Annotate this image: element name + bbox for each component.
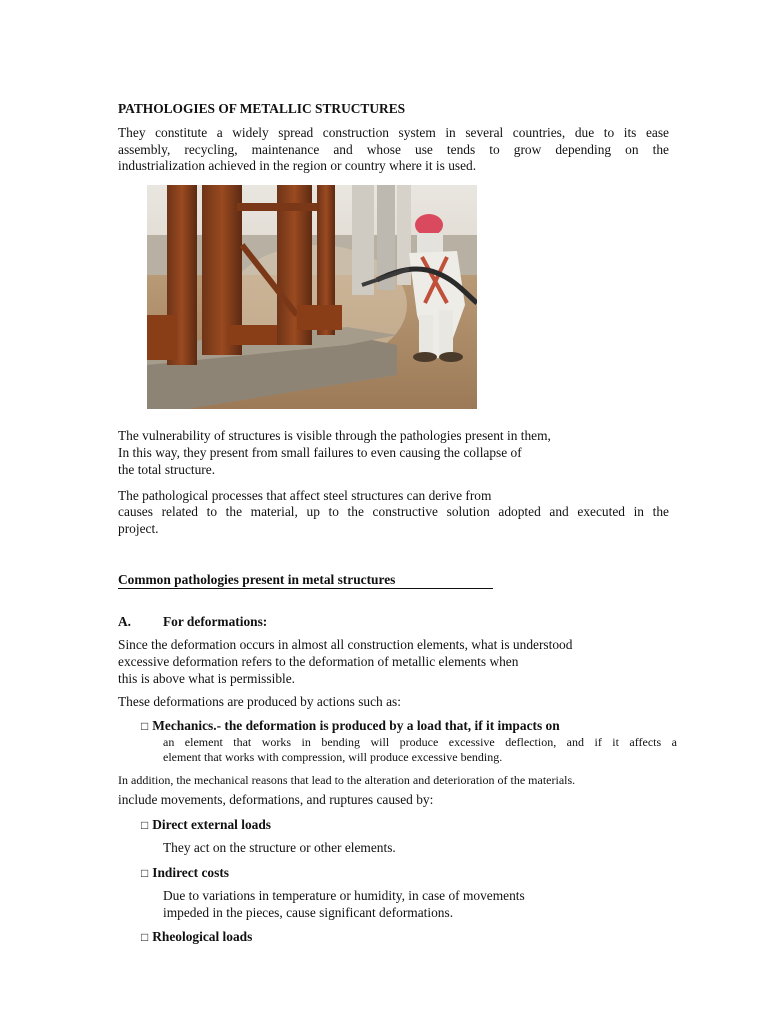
- processes-line: causes related to the material, up to the constructive solution adopted and executed in the: [118, 504, 669, 519]
- checkbox-bullet-icon: □: [141, 818, 149, 832]
- photo-sandblasting-worker: [147, 185, 477, 409]
- intro-line: industrialization achieved in the region or country where it is used.: [118, 158, 477, 173]
- mechanics-bullet-item: [141, 717, 560, 735]
- mechanics-line: element that works with compression, will produce excessive bending.: [163, 750, 503, 764]
- subsection-letter: A.: [118, 614, 132, 629]
- processes-line: project.: [118, 520, 159, 536]
- item-title: Rheological loads: [152, 929, 253, 944]
- processes-paragraph: [118, 504, 669, 537]
- checkbox-bullet-icon: □: [141, 719, 149, 733]
- vulnerability-line: the total structure.: [118, 462, 216, 477]
- processes-line: The pathological processes that affect steel structures can derive from: [118, 488, 492, 503]
- page-title: PATHOLOGIES OF METALLIC STRUCTURES: [118, 101, 406, 116]
- actions-intro: These deformations are produced by actions such as:: [118, 694, 401, 709]
- section-heading-text: Common pathologies present in metal structures: [118, 572, 396, 587]
- item-text: They act on the structure or other elements.: [163, 840, 396, 855]
- intro-line: assembly, recycling, maintenance and whose use tends to grow depending on the: [118, 141, 669, 157]
- intro-line: They constitute a widely spread construction system in several countries, due to its ease: [118, 125, 669, 140]
- deformation-line: Since the deformation occurs in almost all construction elements, what is understood: [118, 637, 573, 652]
- indirect-costs-item: [141, 864, 229, 882]
- item-title: Indirect costs: [152, 865, 229, 880]
- deformation-line: excessive deformation refers to the deformation of metallic elements when: [118, 654, 519, 669]
- item-text: impeded in the pieces, cause significant deformations.: [163, 905, 454, 920]
- mechanics-line: an element that works in bending will produce excessive deflection, and if it affects a: [163, 735, 677, 749]
- vulnerability-line: The vulnerability of structures is visible through the pathologies present in them,: [118, 428, 551, 443]
- item-title: Direct external loads: [152, 817, 272, 832]
- photo-illustration: [147, 185, 477, 409]
- direct-loads-item: [141, 816, 271, 834]
- rheological-loads-item: [141, 928, 252, 946]
- section-heading: [118, 571, 493, 589]
- checkbox-bullet-icon: □: [141, 866, 149, 880]
- vulnerability-line: In this way, they present from small failures to even causing the collapse of: [118, 445, 522, 460]
- item-text: Due to variations in temperature or humidity, in case of movements: [163, 888, 525, 903]
- mechanics-description: [163, 735, 677, 765]
- mechanical-reasons: include movements, deformations, and ruptures caused by:: [118, 792, 434, 807]
- mechanics-title: Mechanics.- the deformation is produced by a load that, if it impacts on: [152, 718, 560, 733]
- deformation-line: this is above what is permissible.: [118, 671, 296, 686]
- mechanical-reasons-small: In addition, the mechanical reasons that lead to the alteration and deterioration of the materials.: [118, 773, 576, 787]
- intro-paragraph: [118, 125, 669, 175]
- checkbox-bullet-icon: □: [141, 930, 149, 944]
- subsection-title: For deformations:: [163, 614, 268, 629]
